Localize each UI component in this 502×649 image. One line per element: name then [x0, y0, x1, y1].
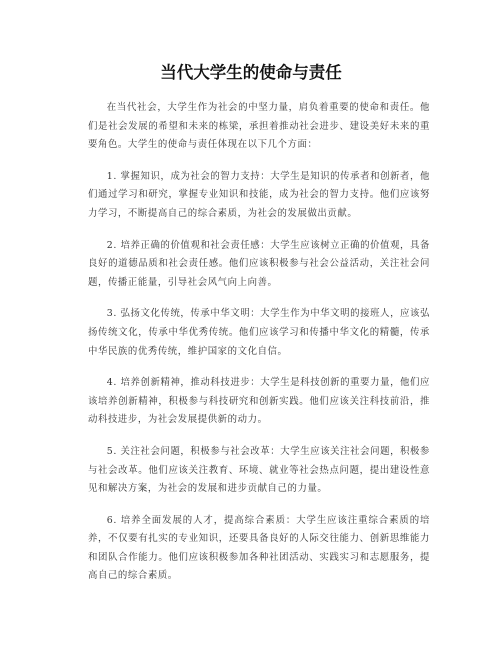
document-body	[88, 99, 430, 599]
paragraph-3: 3. 弘扬文化传统，传承中华文明：大学生作为中华文明的接班人，应该弘扬传统文化，传承中华优秀传统。他们应该学习和传播中华文化的精髓，传承中华民族的优秀传统，维护国家的文化自信。	[88, 308, 430, 357]
paragraph-2: 2. 培养正确的价值观和社会责任感：大学生应该树立正确的价值观，具备良好的道德品质和社会责任感。他们应该积极参与社会公益活动，关注社会问题，传播正能量，引导社会风气向上向善。	[88, 239, 430, 288]
paragraph-5: 5. 关注社会问题，积极参与社会改革：大学生应该关注社会问题，积极参与社会改革。他们应该关注教育、环境、就业等社会热点问题，提出建设性意见和解决方案，为社会的发展和进步贡献自己的力量。	[88, 445, 430, 495]
page-title: 当代大学生的使命与责任	[160, 63, 342, 82]
paragraph-4: 4. 培养创新精神，推动科技进步：大学生是科技创新的重要力量，他们应该培养创新精神，积极参与科技研究和创新实践。他们应该关注科技前沿，推动科技进步，为社会发展提供新的动力。	[88, 377, 430, 426]
paragraph-1: 1. 掌握知识，成为社会的智力支持：大学生是知识的传承者和创新者，他们通过学习和研究，掌握专业知识和技能，成为社会的智力支持。他们应该努力学习，不断提高自己的综合素质，为社会的发展做出贡献。	[88, 170, 430, 219]
intro-paragraph: 在当代社会，大学生作为社会的中坚力量，肩负着重要的使命和责任。他们是社会发展的希望和未来的栋梁，承担着推动社会进步、建设美好未来的重要角色。大学生的使命与责任体现在以下几个方面：	[88, 102, 430, 151]
paragraph-6: 6. 培养全面发展的人才，提高综合素质：大学生应该注重综合素质的培养，不仅要有扎实的专业知识，还要具备良好的人际交往能力、创新思维能力和团队合作能力。他们应该积极参加各种社团活动、实践实习和志愿服务，提高自己的综合素质。	[88, 514, 430, 582]
